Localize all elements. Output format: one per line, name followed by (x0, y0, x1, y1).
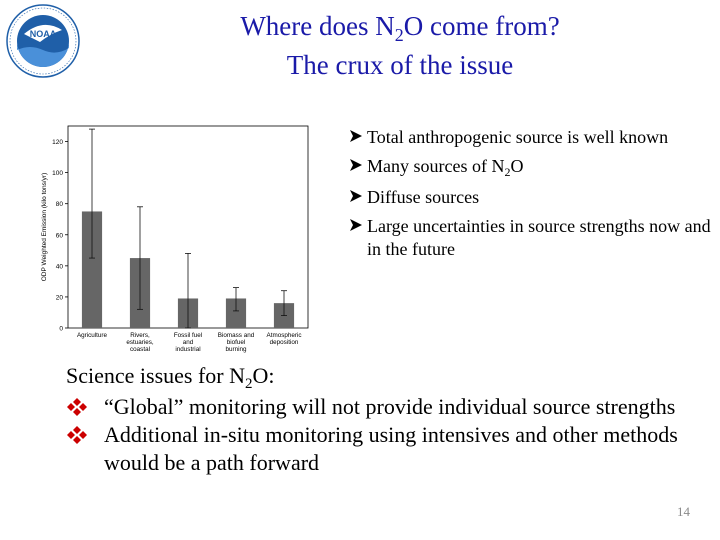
title-line-2: The crux of the issue (286, 50, 514, 80)
key-point-2: Many sources of $N_2O$ (352, 155, 712, 180)
diamond-bullet-icon (66, 425, 88, 445)
key-points-list (352, 126, 712, 267)
key-point-4-text: Large uncertainties in source strengths now and in the future (367, 216, 711, 259)
science-bullet-1 (66, 393, 686, 421)
key-point-4 (352, 215, 712, 261)
logo-text: NOAA (29, 29, 57, 39)
arrow-bullet-icon (349, 186, 363, 206)
y-axis-label: ODP Weighted Emission (kilo tons/yr) (41, 172, 48, 282)
n2o-emission-bar-chart (36, 122, 336, 362)
y-tick-label: 0 (59, 325, 63, 333)
x-tick-label: Agriculture (76, 332, 108, 339)
y-tick-label: 20 (55, 294, 63, 302)
science-issues (66, 362, 686, 477)
y-tick-label: 100 (52, 170, 63, 178)
slide-title (150, 8, 650, 83)
arrow-bullet-icon (349, 215, 363, 235)
x-tick-label: Rivers, estuaries, coastal (126, 332, 154, 353)
x-tick-label: Atmospheric deposition (266, 332, 302, 346)
key-point-3-text: Diffuse sources (367, 187, 480, 207)
key-point-1-text: Total anthropogenic source is well known (367, 127, 669, 147)
y-tick-label: 40 (55, 263, 63, 271)
y-tick-label: 60 (55, 232, 63, 240)
key-point-3 (352, 186, 712, 209)
science-bullet-2 (66, 421, 686, 477)
science-heading: Science issues for $N_2O$: (66, 363, 275, 392)
science-bullet-2-text: Additional in-situ monitoring using intensives and other methods would be a path forward (104, 422, 678, 475)
x-tick-label: Biomass and biofuel burning (217, 332, 255, 353)
arrow-bullet-icon (349, 126, 363, 146)
diamond-bullet-icon (66, 397, 88, 417)
y-tick-label: 80 (55, 201, 63, 209)
y-tick-label: 120 (52, 139, 63, 147)
noaa-logo (6, 4, 80, 78)
page-number: 14 (677, 504, 690, 519)
arrow-bullet-icon (349, 155, 363, 175)
title-line-1: Where does $N_2O$ come from? (240, 11, 560, 45)
x-tick-label: Fossil fuel and industrial (173, 332, 203, 353)
science-bullet-1-text: “Global” monitoring will not provide individual source strengths (104, 394, 676, 419)
key-point-1 (352, 126, 712, 149)
